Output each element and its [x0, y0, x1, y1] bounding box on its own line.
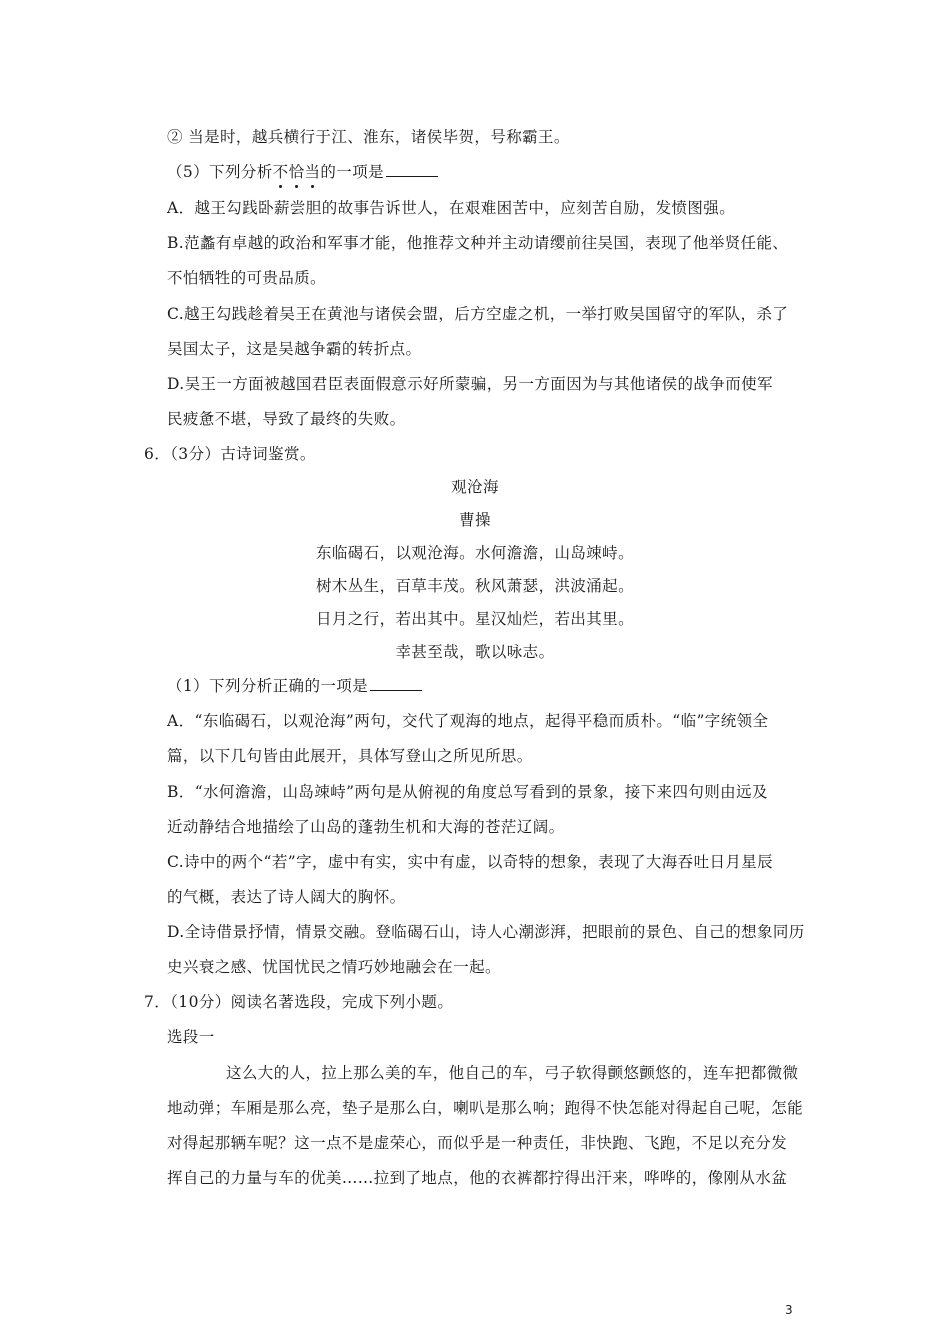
passage-line: 挥自己的力量与车的优美……拉到了地点，他的衣裤都拧得出汗来，哗哗的，像刚从水盆 [167, 1169, 788, 1187]
passage-line: 这么大的人，拉上那么美的车，他自己的车，弓子软得颤悠颤悠的，连车把都微微 [226, 1064, 799, 1082]
text-line: ② 当是时，越兵横行于江、淮东，诸侯毕贺，号称霸王。 [167, 128, 570, 146]
poem-title: 观沧海 [451, 478, 499, 496]
poem-verse: 幸甚至哉，歌以咏志。 [395, 643, 555, 661]
answer-blank [386, 162, 438, 177]
poem-author: 曹操 [459, 511, 491, 529]
option-line: C.诗中的两个“若”字，虚中有实，实中有虚，以奇特的想象，表现了大海吞吐日月星辰 [167, 853, 774, 871]
emphasis-char: 恰 [288, 163, 305, 181]
option-line: A．越王勾践卧薪尝胆的故事告诉世人，在艰难困苦中，应刻苦自励，发愤图强。 [167, 199, 736, 217]
poem-verse: 东临碣石，以观沧海。水何澹澹，山岛竦峙。 [315, 544, 634, 562]
option-line: D.全诗借景抒情，情景交融。登临碣石山，诗人心潮澎湃，把眼前的景色、自己的想象同历 [167, 923, 805, 941]
option-line: B．“水何澹澹，山岛竦峙”两句是从俯视的角度总写看到的景象，接下来四句则由远及 [167, 783, 768, 801]
answer-blank [370, 676, 422, 691]
question-6-1-text: （1）下列分析正确的一项是 [167, 677, 369, 695]
option-line: A．“东临碣石，以观沧海”两句，交代了观海的地点，起得平稳而质朴。“临”字统领全 [167, 712, 769, 730]
poem-verse: 日月之行，若出其中。星汉灿烂，若出其里。 [315, 610, 634, 628]
question-5-suffix: 的一项是 [320, 163, 384, 181]
emphasis-char: 当 [304, 163, 321, 181]
passage-line: 地动弹；车厢是那么亮，垫子是那么白，喇叭是那么响；跑得不快怎能对得起自己呢，怎能 [167, 1099, 804, 1117]
option-line: 近动静结合地描绘了山岛的蓬勃生机和大海的苍茫辽阔。 [167, 818, 565, 836]
option-line: 不怕牺牲的可贵品质。 [167, 269, 327, 287]
question-5-stem [167, 162, 438, 182]
option-line: 的气概，表达了诗人阔大的胸怀。 [167, 888, 406, 906]
question-6-1-stem [167, 676, 422, 696]
poem-verse: 树木丛生，百草丰茂。秋风萧瑟，洪波涌起。 [315, 577, 634, 595]
passage-line: 对得起那辆车呢？这一点不是虚荣心，而似乎是一种责任，非快跑、飞跑，不足以充分发 [167, 1134, 788, 1152]
question-5-prefix: （5）下列分析 [167, 163, 273, 181]
section-label: 选段一 [167, 1028, 215, 1046]
option-line: D.吴王一方面被越国君臣表面假意示好所蒙骗，另一方面因为与其他诸侯的战争而使军 [167, 375, 773, 393]
option-line: B.范蠡有卓越的政治和军事才能，他推荐文种并主动请缨前往吴国，表现了他举贤任能、 [167, 234, 789, 252]
question-7-heading: 7．（10分）阅读名著选段，完成下列小题。 [144, 993, 454, 1011]
option-line: 史兴衰之感、忧国忧民之情巧妙地融会在一起。 [167, 958, 501, 976]
emphasis-char: 不 [272, 163, 289, 181]
option-line: 吴国太子，这是吴越争霸的转折点。 [167, 340, 422, 358]
option-line: C.越王勾践趁着吴王在黄池与诸侯会盟，后方空虚之机，一举打败吴国留守的军队，杀了 [167, 305, 789, 323]
question-6-heading: 6．（3分）古诗词鉴赏。 [144, 445, 316, 463]
option-line: 民疲惫不堪，导致了最终的失败。 [167, 410, 406, 428]
option-line: 篇，以下几句皆由此展开，具体写登山之所见所思。 [167, 747, 533, 765]
page-number: 3 [785, 1303, 793, 1317]
